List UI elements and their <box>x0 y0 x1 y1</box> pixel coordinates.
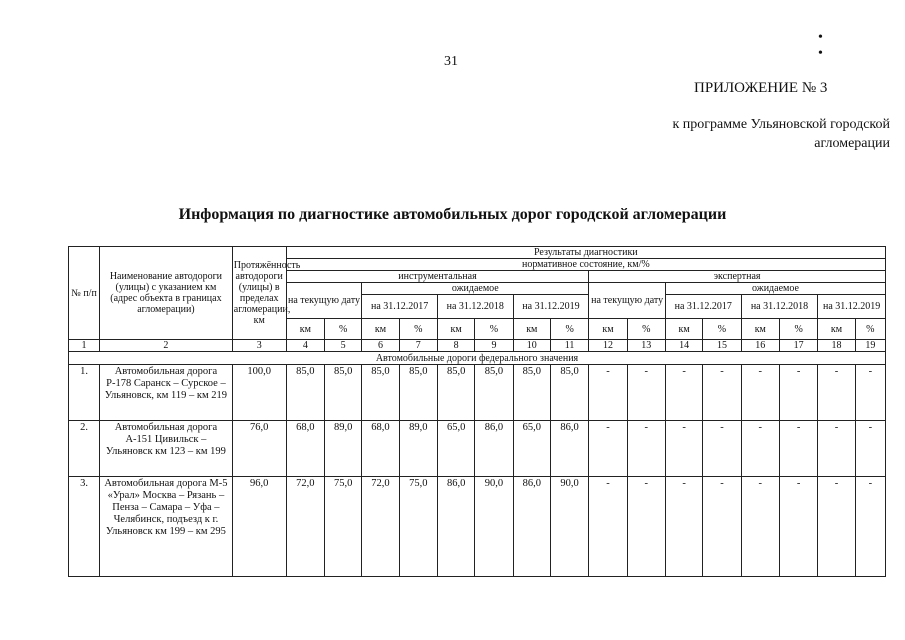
header-date: на 31.12.2019 <box>513 295 589 319</box>
column-number: 11 <box>550 340 588 352</box>
value-cell: 85,0 <box>437 365 474 421</box>
unit-percent-label: % <box>550 319 588 340</box>
value-cell: 90,0 <box>475 477 513 577</box>
value-cell: 85,0 <box>362 365 399 421</box>
column-number: 17 <box>779 340 817 352</box>
expert-cell: - <box>741 421 779 477</box>
table-row <box>69 421 886 477</box>
value-cell: 90,0 <box>550 477 588 577</box>
unit-km-label: км <box>513 319 550 340</box>
value-cell: 75,0 <box>325 477 362 577</box>
header-instr-current: на текущую дату <box>286 283 362 319</box>
row-number: 2. <box>69 421 100 477</box>
expert-cell: - <box>855 477 885 577</box>
column-number: 18 <box>818 340 855 352</box>
value-cell: 85,0 <box>325 365 362 421</box>
expert-cell: - <box>589 477 627 577</box>
appendix-subtitle: к программе Ульяновской городской агломерации <box>672 117 890 151</box>
expert-cell: - <box>703 477 741 577</box>
column-number: 19 <box>855 340 885 352</box>
table-row <box>69 477 886 577</box>
value-cell: 85,0 <box>399 365 437 421</box>
value-cell: 86,0 <box>437 477 474 577</box>
column-number: 13 <box>627 340 665 352</box>
unit-km-label: км <box>665 319 702 340</box>
appendix-heading: ПРИЛОЖЕНИЕ № 3 <box>694 80 828 96</box>
unit-percent-label: % <box>779 319 817 340</box>
header-expert-current: на текущую дату <box>589 283 666 319</box>
unit-percent-label: % <box>703 319 741 340</box>
expert-cell: - <box>741 365 779 421</box>
value-cell: 89,0 <box>325 421 362 477</box>
document-title: Информация по диагностике автомобильных дорог городской агломерации <box>178 206 727 223</box>
column-number: 12 <box>589 340 627 352</box>
row-number: 3. <box>69 477 100 577</box>
column-number: 5 <box>325 340 362 352</box>
unit-percent-label: % <box>399 319 437 340</box>
table-row <box>69 365 886 421</box>
corner-marks: • • <box>818 30 853 61</box>
header-expert-expected: ожидаемое <box>665 283 885 295</box>
value-cell: 86,0 <box>475 421 513 477</box>
expert-cell: - <box>818 421 855 477</box>
unit-percent-label: % <box>475 319 513 340</box>
column-number: 10 <box>513 340 550 352</box>
unit-percent-label: % <box>627 319 665 340</box>
value-cell: 65,0 <box>437 421 474 477</box>
road-length: 96,0 <box>232 477 286 577</box>
header-expert: экспертная <box>589 271 886 283</box>
page-number: 31 <box>444 54 458 69</box>
header-name: Наименование автодороги (улицы) с указанием км (адрес объекта в границах агломерации) <box>100 247 233 340</box>
column-number: 7 <box>399 340 437 352</box>
header-date: на 31.12.2018 <box>741 295 818 319</box>
road-length: 76,0 <box>232 421 286 477</box>
unit-percent-label: % <box>855 319 885 340</box>
header-date: на 31.12.2019 <box>818 295 886 319</box>
column-number: 16 <box>741 340 779 352</box>
unit-km-label: км <box>437 319 474 340</box>
unit-km-label: км <box>362 319 399 340</box>
expert-cell: - <box>818 365 855 421</box>
expert-cell: - <box>627 421 665 477</box>
column-number: 6 <box>362 340 399 352</box>
header-instr-expected: ожидаемое <box>362 283 589 295</box>
expert-cell: - <box>703 365 741 421</box>
value-cell: 85,0 <box>286 365 324 421</box>
column-number: 9 <box>475 340 513 352</box>
column-number: 8 <box>437 340 474 352</box>
value-cell: 85,0 <box>475 365 513 421</box>
expert-cell: - <box>741 477 779 577</box>
unit-km-label: км <box>286 319 324 340</box>
unit-percent-label: % <box>325 319 362 340</box>
value-cell: 85,0 <box>513 365 550 421</box>
value-cell: 65,0 <box>513 421 550 477</box>
value-cell: 86,0 <box>513 477 550 577</box>
expert-cell: - <box>665 421 702 477</box>
expert-cell: - <box>818 477 855 577</box>
unit-km-label: км <box>589 319 627 340</box>
unit-km-label: км <box>818 319 855 340</box>
header-date: на 31.12.2018 <box>437 295 513 319</box>
unit-km-label: км <box>741 319 779 340</box>
diagnostics-table <box>68 246 886 577</box>
column-number: 14 <box>665 340 702 352</box>
expert-cell: - <box>779 365 817 421</box>
expert-cell: - <box>665 365 702 421</box>
expert-cell: - <box>627 365 665 421</box>
column-number: 4 <box>286 340 324 352</box>
header-length: Протяжённость автодороги (улицы) в пределах агломерации, км <box>232 247 286 340</box>
road-name: Автомобильная дорога М-5 «Урал» Москва – Рязань – Пенза – Самара – Уфа – Челябинск, подъезд к г. Ульяновск км 199 – км 295 <box>100 477 233 577</box>
header-normative: нормативное состояние, км/% <box>286 259 885 271</box>
value-cell: 68,0 <box>286 421 324 477</box>
header-date: на 31.12.2017 <box>665 295 741 319</box>
expert-cell: - <box>627 477 665 577</box>
expert-cell: - <box>703 421 741 477</box>
road-name: Автомобильная дорога А-151 Цивильск – Ульяновск км 123 – км 199 <box>100 421 233 477</box>
section-header: Автомобильные дороги федерального значения <box>69 352 886 365</box>
road-name: Автомобильная дорога Р-178 Саранск – Сурское – Ульяновск, км 119 – км 219 <box>100 365 233 421</box>
road-length: 100,0 <box>232 365 286 421</box>
expert-cell: - <box>589 421 627 477</box>
value-cell: 89,0 <box>399 421 437 477</box>
header-instrumental: инструментальная <box>286 271 589 283</box>
header-results: Результаты диагностики <box>286 247 885 259</box>
column-number: 15 <box>703 340 741 352</box>
value-cell: 72,0 <box>286 477 324 577</box>
column-number: 2 <box>100 340 233 352</box>
expert-cell: - <box>779 421 817 477</box>
value-cell: 75,0 <box>399 477 437 577</box>
header-number: № п/п <box>69 247 100 340</box>
value-cell: 85,0 <box>550 365 588 421</box>
header-date: на 31.12.2017 <box>362 295 438 319</box>
expert-cell: - <box>855 421 885 477</box>
expert-cell: - <box>779 477 817 577</box>
expert-cell: - <box>855 365 885 421</box>
expert-cell: - <box>665 477 702 577</box>
expert-cell: - <box>589 365 627 421</box>
column-number: 1 <box>69 340 100 352</box>
value-cell: 72,0 <box>362 477 399 577</box>
value-cell: 86,0 <box>550 421 588 477</box>
column-number: 3 <box>232 340 286 352</box>
row-number: 1. <box>69 365 100 421</box>
value-cell: 68,0 <box>362 421 399 477</box>
